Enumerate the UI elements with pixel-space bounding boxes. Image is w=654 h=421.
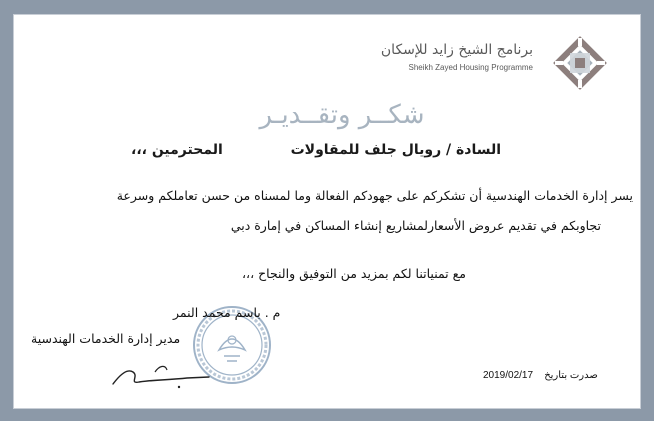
logo-arabic-name: برنامج الشيخ زايد للإسكان [380, 42, 533, 58]
issue-date [483, 370, 598, 381]
logo-english-name: Sheikh Zayed Housing Programme [408, 63, 533, 72]
signer-name: م . باسم محمد النمر [173, 305, 281, 320]
issue-date-label: صدرت بتاريخ [544, 370, 598, 381]
recipient-line: السادة / رويال جلف للمقاولات [290, 142, 501, 158]
geometric-star-logo-icon [551, 34, 609, 92]
issue-date-value: 2019/02/17 [483, 370, 534, 381]
certificate-paper [13, 14, 641, 409]
logo [379, 34, 619, 94]
handwritten-signature-icon [109, 354, 219, 392]
closing-wish: مع تمنياتنا لكم بمزيد من التوفيق والنجاح ،،، [242, 266, 466, 281]
body-paragraph-line-2: تجاوبكم في تقديم عروض الأسعارلمشاريع إنشاء المساكن في إمارة دبي [230, 218, 601, 233]
recipient-honorific: المحترمين ،،، [131, 142, 223, 158]
signer-title: مدير إدارة الخدمات الهندسية [31, 331, 181, 346]
body-paragraph-line-1: يسر إدارة الخدمات الهندسية أن تشكركم على جهودكم الفعالة وما لمسناه من حسن تعاملكم وسرعة [116, 188, 633, 203]
letter-title: شكــر وتقــديـر [259, 100, 425, 130]
